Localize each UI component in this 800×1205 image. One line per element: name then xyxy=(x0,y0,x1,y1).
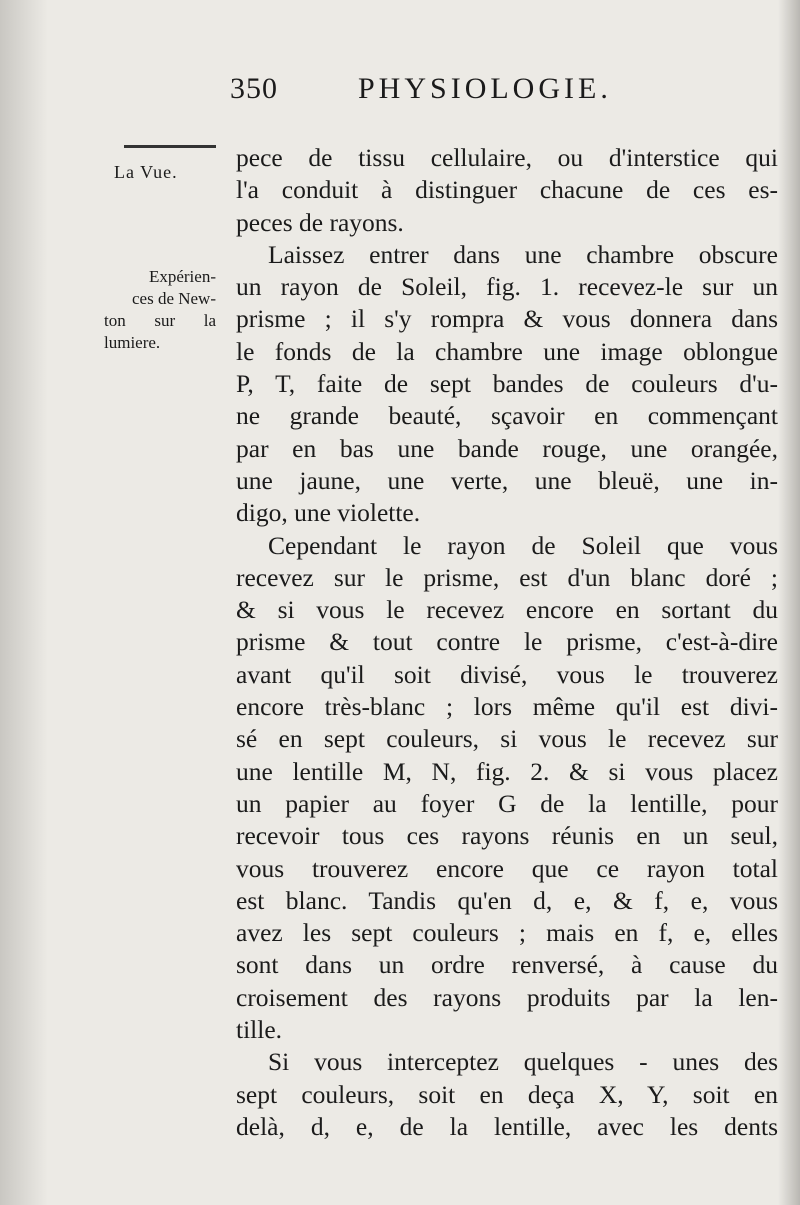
text-line: Laissez entrer dans une chambre obscure xyxy=(268,239,778,269)
margin-section-title: La Vue. xyxy=(114,162,178,182)
text-line: l'a conduit à distinguer chacune de ces es- xyxy=(236,175,778,205)
text-line: prisme & tout contre le prisme, c'est-à-dire xyxy=(236,627,778,657)
text-line: sont dans un ordre renversé, à cause du xyxy=(236,950,778,980)
body-text xyxy=(236,142,778,1143)
text-line: peces de rayons. xyxy=(236,207,404,237)
margin-note-line: lumiere. xyxy=(104,333,161,352)
text-line: un rayon de Soleil, fig. 1. recevez-le sur un xyxy=(236,272,778,302)
text-line: croisement des rayons produits par la len- xyxy=(236,982,778,1012)
text-line: avant qu'il soit divisé, vous le trouverez xyxy=(236,659,778,689)
text-line: delà, d, e, de la lentille, avec les dents xyxy=(236,1111,778,1141)
text-line: Cependant le rayon de Soleil que vous xyxy=(268,530,778,560)
text-line: pece de tissu cellulaire, ou d'interstice qui xyxy=(236,143,778,172)
text-line: est blanc. Tandis qu'en d, e, & f, e, vous xyxy=(236,885,778,915)
margin-note-line: ton sur la xyxy=(104,311,216,330)
text-line: vous trouverez encore que ce rayon total xyxy=(236,853,778,883)
text-line: une jaune, une verte, une bleuë, une in- xyxy=(236,465,778,495)
text-line: le fonds de la chambre une image oblongue xyxy=(236,336,778,366)
text-line: ne grande beauté, sçavoir en commençant xyxy=(236,401,778,431)
text-line: sé en sept couleurs, si vous le recevez sur xyxy=(236,724,778,754)
text-line: un papier au foyer G de la lentille, pour xyxy=(236,788,778,818)
text-line: sept couleurs, soit en deça X, Y, soit en xyxy=(236,1079,778,1109)
margin-note-line: Expérien- xyxy=(148,267,216,286)
text-line: encore très-blanc ; lors même qu'il est divi- xyxy=(236,692,778,722)
margin-rule xyxy=(124,145,216,148)
running-head: PHYSIOLOGIE. xyxy=(358,72,612,105)
text-line: & si vous le recevez encore en sortant du xyxy=(236,595,778,625)
text-line: Si vous interceptez quelques - unes des xyxy=(268,1047,778,1077)
text-line: digo, une violette. xyxy=(236,498,421,528)
text-line: recevez sur le prisme, est d'un blanc doré ; xyxy=(236,562,778,592)
text-line: recevoir tous ces rayons réunis en un seul, xyxy=(236,821,778,851)
margin-note-line: ces de New- xyxy=(131,289,216,308)
margin-note xyxy=(104,266,216,354)
text-line: prisme ; il s'y rompra & vous donnera dans xyxy=(236,304,778,334)
page-number: 350 xyxy=(230,72,278,105)
text-line: tille. xyxy=(236,1015,283,1045)
text-line: par en bas une bande rouge, une orangée, xyxy=(236,433,778,463)
text-line: avez les sept couleurs ; mais en f, e, elles xyxy=(236,918,778,948)
text-line: une lentille M, N, fig. 2. & si vous placez xyxy=(236,756,778,786)
page-header xyxy=(230,72,670,112)
text-line: P, T, faite de sept bandes de couleurs d'u- xyxy=(236,369,778,399)
